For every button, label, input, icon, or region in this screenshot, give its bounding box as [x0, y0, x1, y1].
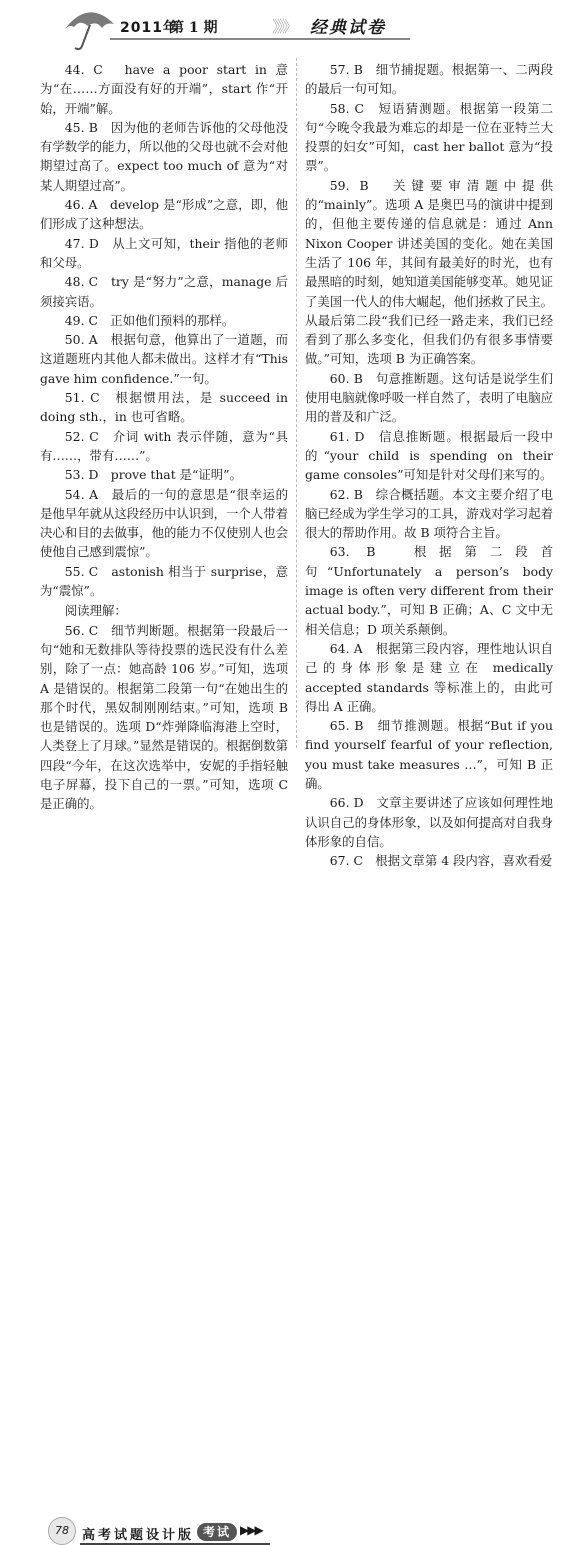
answer-60: 60. B 句意推断题。这句话是说学生们使用电脑就像呼吸一样自然了，表明了电脑应用的普及和广泛。	[305, 370, 553, 425]
answer-48: 48. C try 是“努力”之意，manage 后须接宾语。	[40, 274, 288, 309]
header-title: 经典试卷	[310, 18, 386, 38]
answer-57: 57. B 细节捕捉题。根据第一、二两段的最后一句可知。	[305, 62, 553, 97]
footer-arrows-icon: ▶▶▶	[240, 1523, 262, 1537]
umbrella-logo-icon	[60, 4, 116, 52]
answer-53: 53. D prove that 是“证明”。	[64, 467, 242, 483]
header-issue: 第 1 期	[170, 20, 218, 36]
answer-44: 44. C have a poor start in 意为“在……方面没有好的开端”，start 作“开始，开端”解。	[40, 62, 288, 116]
answer-63: 63. B 根据第二段首句“Unfortunately a person’s body image is often very different from their actual body.”，可知 B 正确；A、C 文中无相关信息；D 项关系颠倒。	[305, 544, 553, 637]
answer-50: 50. A 根据句意，他算出了一道题，而这道题班内其他人都未做出。这样才有“This gave him confidence.”一句。	[40, 332, 288, 386]
answer-56: 56. C 细节判断题。根据第一段最后一句“她和无数排队等待投票的选民没有什么差别，除了一点：她高龄 106 岁。”可知，选项 A 是错误的。根据第二段第一句“在她出生的那个时代，黑奴制刚刚结束。”可知，选项 B 也是错误的。选项 D“炸弹降临海港上空时，人类登上了月球。”显然是错误的。根据倒数第四段“今年，在这次选举中，安妮的手指轻触电子屏幕，投下自己的一票。”可知，选项 C 是正确的。	[40, 622, 288, 812]
header-year: 2011年	[120, 20, 178, 36]
right-column	[305, 60, 553, 870]
answer-51: 51. C 根据惯用法，是 succeed in doing sth.，in 也可省略。	[40, 390, 288, 425]
answer-49: 49. C 正如他们预料的那样。	[64, 312, 235, 328]
answer-64: 64. A 根据第三段内容，理性地认识自己的身体形象是建立在 medically accepted standards 等标准上的，由此可得出 A 正确。	[305, 640, 553, 714]
answer-55: 55. C astonish 相当于 surprise，意为“震惊”。	[40, 563, 288, 599]
answer-62: 62. B 综合概括题。本文主要介绍了电脑已经成为学生学习的工具，游戏对学习起着很大的帮助作用。故 B 项符合主旨。	[305, 486, 553, 541]
answer-65: 65. B 细节推测题。根据“But if you find yourself fearful of your reflection, you must take measures …”，可知 B 正确。	[305, 718, 553, 791]
answer-45: 45. B 因为他的老师告诉他的父母他没有学数学的能力，所以他的父母也就不会对他期望过高了。expect too much of 意为“对某人期望过高”。	[40, 119, 288, 193]
footer-badge: 考试	[197, 1523, 237, 1541]
answer-67: 67. C 根据文章第 4 段内容，喜欢看爱	[329, 853, 553, 869]
footer-title: 高考试题设计版	[82, 1528, 195, 1543]
answer-52: 52. C 介词 with 表示伴随，意为“具有……，带有……”。	[40, 428, 288, 463]
answer-47: 47. D 从上文可知，their 指他的老师和父母。	[40, 235, 288, 270]
page-header	[0, 0, 581, 52]
answer-61: 61. D 信息推断题。根据最后一段中的“your child is spending on their game consoles”可知是针对父母们来写的。	[305, 428, 553, 483]
left-column	[40, 60, 288, 814]
answer-59: 59. B 关键要审清题中提供的“mainly”。选项 A 是奥巴马的演讲中提到的，但他主要传递的信息就是：通过 Ann Nixon Cooper 讲述美国的变化。她在美国生活了 106 年，其间有最美好的时光，也有最黑暗的时刻，她知道美国能够变革。她见证了美国一代人的伟大崛起，他们拯救了民主。从最后第二段“我们已经一路走来，我们已经看到了那么多变化，但我们仍有很多事情要做。”可知，选项 B 为正确答案。	[305, 177, 553, 367]
section-heading-reading: 阅读理解：	[64, 603, 127, 619]
answer-54: 54. A 最后的一句的意思是“很幸运的是他早年就从这段经历中认识到，一个人带着决心和目的去做事，他的能力不仅使别人也会使他自己感到震惊”。	[40, 486, 288, 560]
answer-58: 58. C 短语猜测题。根据第一段第二句“今晚令我最为难忘的却是一位在亚特兰大投票的妇女”可知，cast her ballot 意为“投票”。	[305, 100, 553, 174]
page-number: 78	[48, 1517, 76, 1545]
column-divider	[296, 58, 297, 748]
answer-46: 46. A develop 是“形成”之意，即，他们形成了这种想法。	[40, 197, 288, 232]
answer-66: 66. D 文章主要讲述了应该如何理性地认识自己的身体形象，以及如何提高对自我身体形象的自信。	[305, 795, 553, 849]
header-chevrons: 》》》	[272, 17, 296, 36]
